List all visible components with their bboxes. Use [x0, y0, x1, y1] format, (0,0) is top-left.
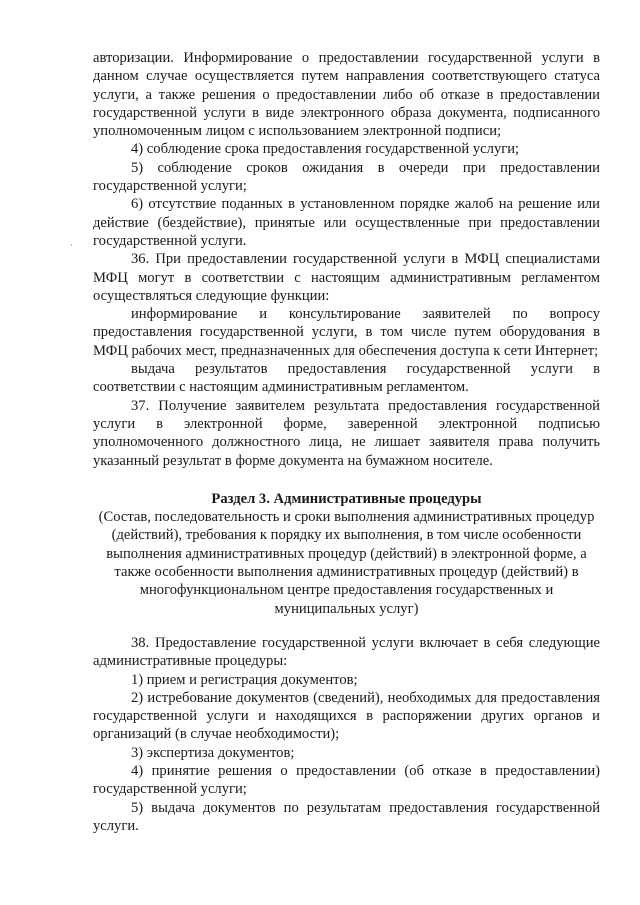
section-heading: Раздел 3. Административные процедуры	[211, 490, 482, 507]
procedure-item-1: 1) прием и регистрация документов;	[131, 671, 358, 688]
section-subtitle: (Состав, последовательность и сроки выполнения административных процедур (действий), требования к порядку их выполнения, в том числе особенности выполнения административных процедур (действий) в электронной форме, а также особенности выполнения административных процедур (действий) в многофункциональном центре предоставления государственных и муниципальных услуг)	[98, 509, 595, 617]
paragraph-36-function-1: информирование и консультирование заявителей по вопросу предоставления государственной услуги, в том числе путем оборудования в МФЦ рабочих мест, предназначенных для обеспечения доступа к сети Интернет;	[93, 306, 600, 359]
document-body	[93, 49, 600, 835]
paragraph-36-function-2: выдача результатов предоставления государственной услуги в соответствии с настоящим административным регламентом.	[93, 361, 600, 396]
spacer	[93, 618, 600, 634]
list-item-6: 6) отсутствие поданных в установленном порядке жалоб на решение или действие (бездействие), принятые или осуществленные при предоставлении государственной услуги.	[93, 196, 600, 249]
list-item-5: 5) соблюдение сроков ожидания в очереди при предоставлении государственной услуги;	[93, 159, 600, 195]
paragraph-36: 36. При предоставлении государственной услуги в МФЦ специалистами МФЦ могут в соответствии с настоящим административным регламентом осуществляться следующие функции:	[93, 251, 600, 304]
paragraph-authorization: авторизации. Информирование о предоставлении государственной услуги в данном случае осуществляется путем направления соответствующего статуса услуги, а также решения о предоставлении либо об отказе в предоставлении государственной услуги в виде электронного образа документа, подписанного уполномоченным лицом с использованием электронной подписи;	[93, 50, 600, 140]
procedure-item-3: 3) экспертиза документов;	[131, 744, 295, 761]
paragraph-37: 37. Получение заявителем результата предоставления государственной услуги в электронной форме, заверенной электронной подписью уполномоченного должностного лица, не лишает заявителя права получить указанный результат в форме документа на бумажном носителе.	[93, 397, 600, 469]
procedure-item-4: 4) принятие решения о предоставлении (об отказе в предоставлении) государственной услуги;	[93, 762, 600, 798]
paragraph-38: 38. Предоставление государственной услуги включает в себя следующие административные процедуры:	[93, 634, 600, 670]
procedure-item-2: 2) истребование документов (сведений), необходимых для предоставления государственной услуги и находящихся в распоряжении других органов и организаций (в случае необходимости);	[93, 689, 600, 743]
procedure-item-5: 5) выдача документов по результатам предоставления государственной услуги.	[93, 799, 600, 834]
margin-mark: ·	[70, 240, 73, 250]
list-item-4: 4) соблюдение срока предоставления государственной услуги;	[131, 141, 520, 158]
